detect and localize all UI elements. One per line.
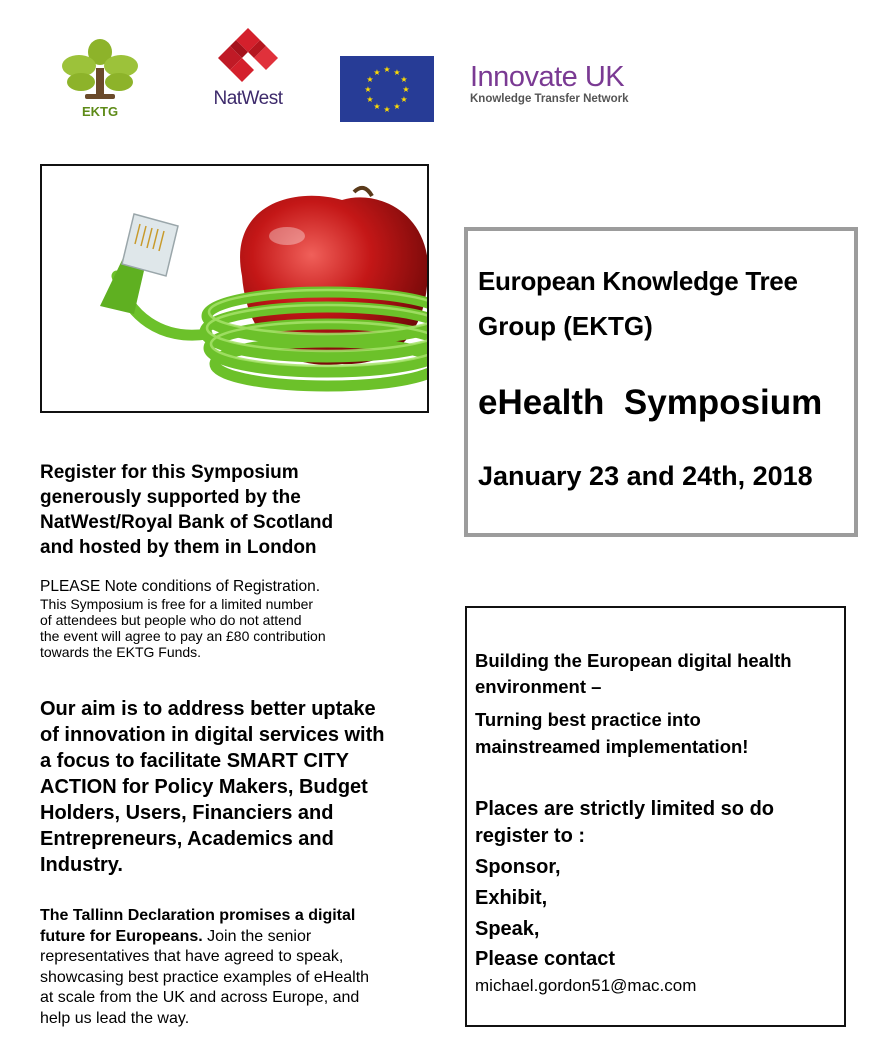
contact-label: Please contact [475, 948, 616, 970]
event-date: January 23 and 24th, 2018 [478, 461, 813, 491]
svg-text:★: ★ [373, 102, 381, 111]
tallinn-line: showcasing best practice examples of eHealth [40, 968, 370, 986]
tallinn-paragraph [40, 906, 440, 1029]
places-line2: register to : [475, 825, 586, 847]
aim-statement [40, 696, 440, 878]
option-speak: Speak, [475, 918, 540, 940]
option-exhibit: Exhibit, [475, 887, 548, 909]
svg-text:★: ★ [364, 85, 372, 94]
apple-cable-photo [40, 164, 429, 413]
aim-line: ACTION for Policy Makers, Budget [40, 776, 368, 798]
ektg-logo-text: EKTG [81, 104, 119, 119]
note-line: towards the EKTG Funds. [40, 644, 202, 660]
svg-text:★: ★ [373, 68, 381, 77]
eu-stars-icon [340, 56, 434, 122]
tallinn-line: representatives that have agreed to speak, [40, 948, 344, 965]
info-heading-line1: Building the European digital health [475, 650, 792, 671]
note-line: This Symposium is free for a limited number [40, 596, 314, 612]
aim-line: Holders, Users, Financiers and [40, 802, 334, 824]
register-line: generously supported by the [40, 487, 301, 508]
tallinn-line: at scale from the UK and across Europe, and [40, 989, 360, 1006]
note-heading: PLEASE Note conditions of Registration. [40, 578, 321, 595]
info-sub-line2: mainstreamed implementation! [475, 736, 749, 757]
natwest-logo [200, 26, 296, 112]
registration-info-box [465, 606, 846, 1027]
svg-text:★: ★ [393, 102, 401, 111]
natwest-cubes-icon [200, 26, 296, 86]
svg-text:★: ★ [366, 95, 374, 104]
event-title: eHealth Symposium [478, 383, 823, 422]
register-line: and hosted by them in London [40, 537, 317, 558]
svg-text:★: ★ [383, 65, 391, 74]
tallinn-bold-line2: future for Europeans. [40, 927, 203, 945]
innovate-uk-title: Innovate UK [470, 61, 625, 93]
aim-line: Our aim is to address better uptake [40, 698, 376, 720]
note-line: the event will agree to pay an £80 contribution [40, 628, 326, 644]
tree-icon [55, 38, 145, 104]
option-sponsor: Sponsor, [475, 856, 561, 878]
innovate-uk-subtitle: Knowledge Transfer Network [470, 93, 629, 105]
register-intro [40, 460, 440, 560]
svg-text:★: ★ [393, 68, 401, 77]
organisation-name-line1: European Knowledge Tree [478, 266, 798, 296]
registration-note [40, 578, 440, 660]
note-line: of attendees but people who do not attend [40, 612, 302, 628]
svg-text:★: ★ [400, 95, 408, 104]
organisation-name-line2: Group (EKTG) [478, 311, 653, 341]
ektg-logo [55, 38, 145, 122]
eu-flag-logo [340, 56, 434, 122]
symposium-title-box [464, 227, 858, 537]
svg-text:★: ★ [383, 105, 391, 114]
natwest-logo-text: NatWest [213, 88, 283, 109]
info-heading-line2: environment – [475, 676, 602, 697]
register-line: Register for this Symposium [40, 462, 299, 483]
svg-text:★: ★ [400, 75, 408, 84]
register-line: NatWest/Royal Bank of Scotland [40, 512, 334, 533]
tallinn-line2-rest: Join the senior [202, 927, 312, 945]
svg-text:★: ★ [402, 85, 410, 94]
contact-email[interactable]: michael.gordon51@mac.com [475, 976, 697, 995]
aim-line: Entrepreneurs, Academics and [40, 828, 334, 850]
innovate-uk-logo [470, 62, 660, 112]
aim-line: a focus to facilitate SMART CITY [40, 750, 349, 772]
svg-text:★: ★ [366, 75, 374, 84]
info-sub-line1: Turning best practice into [475, 709, 701, 730]
aim-line: Industry. [40, 854, 123, 876]
places-line1: Places are strictly limited so do [475, 798, 775, 820]
tallinn-line: help us lead the way. [40, 1009, 190, 1027]
aim-line: of innovation in digital services with [40, 724, 385, 746]
tallinn-bold-line1: The Tallinn Declaration promises a digital [40, 907, 356, 924]
apple-with-cable-image [42, 166, 427, 411]
